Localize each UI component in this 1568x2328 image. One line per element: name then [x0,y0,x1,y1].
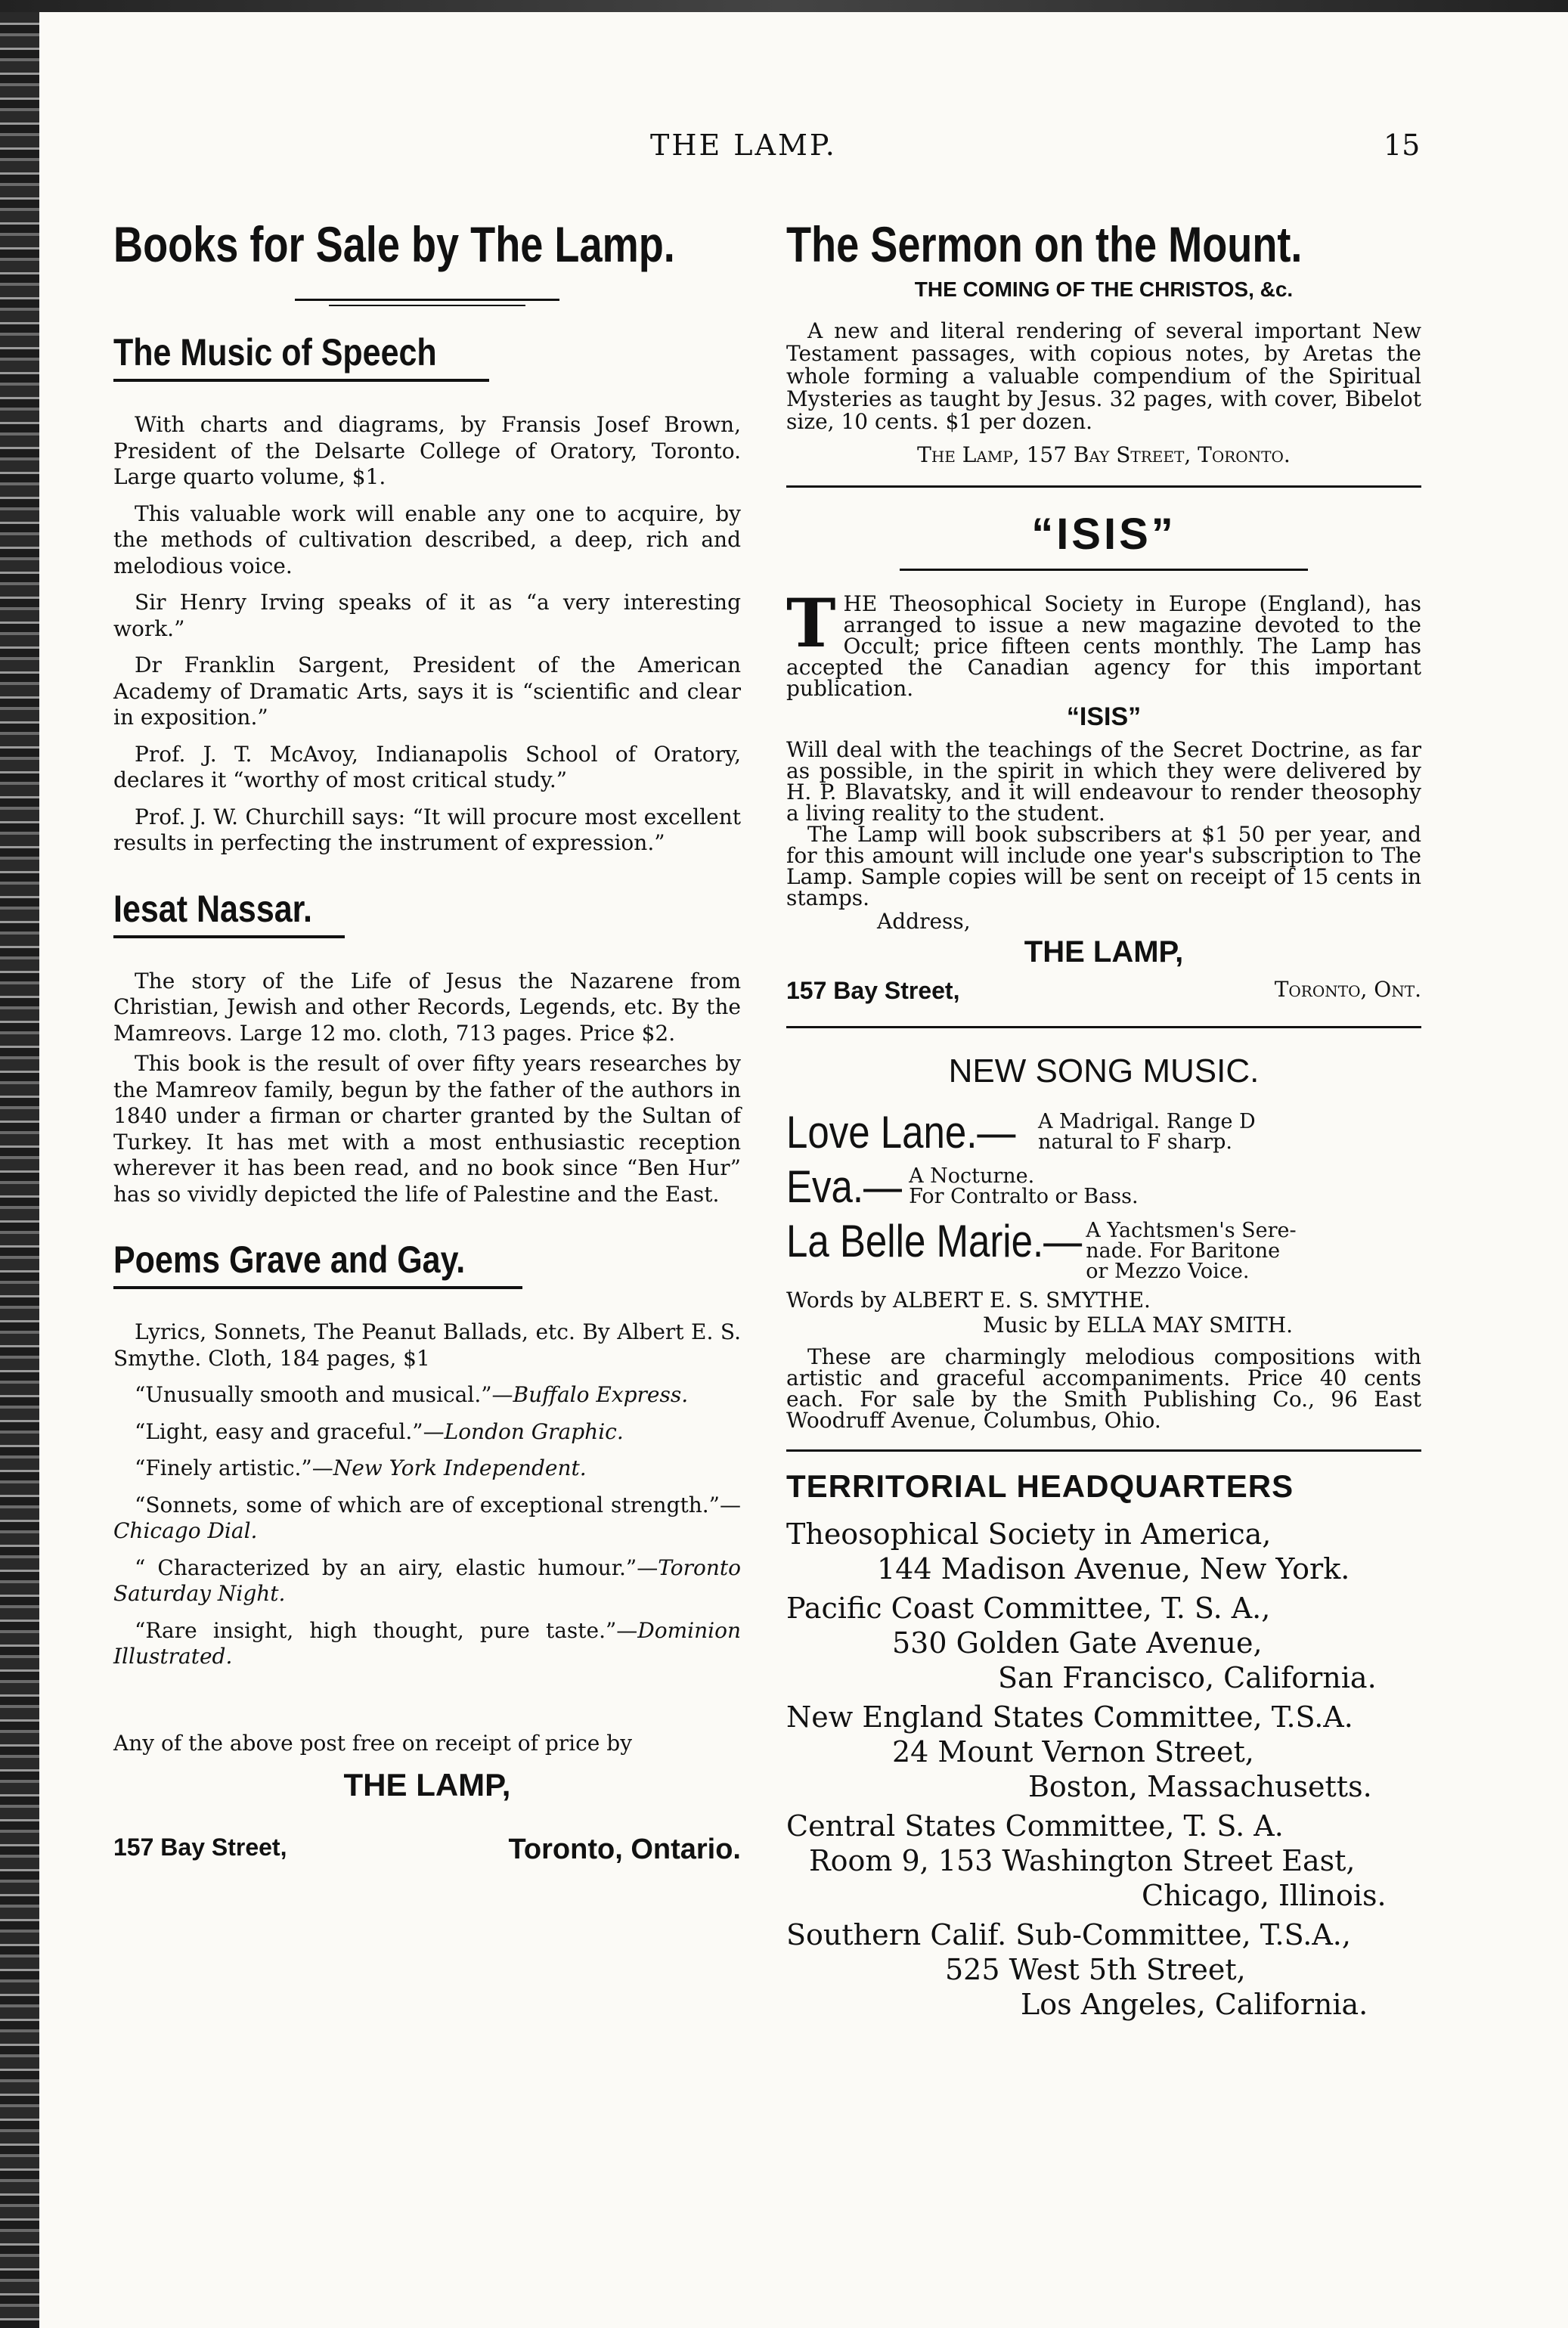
isis-address-label: Address, [877,908,971,934]
page-number: 15 [1384,129,1421,162]
isis-body1: THE Theosophical Society in Europe (England), has arranged to issue a new magazine devoted to the Occult; price fifteen cents monthly. The Lamp has accepted the Canadian agency for this important publication. [786,583,1421,701]
scanned-top-edge [0,0,1568,12]
music-para5: Prof. J. W. Churchill says: “It will procure most excellent results in perfecting the instrument of expression.” [113,804,741,855]
lamp-address [113,1834,741,1866]
right-column [786,215,1421,2022]
isis-title: “ISIS” [1031,509,1176,559]
isis-body3: The Lamp will book subscribers at $1 50 per year, and for this amount will include one year's subscription to The Lamp. Sample copies will be sent on receipt of 15 cents in stamps. [786,821,1421,910]
hq-entry-line: Boston, Massachusetts. [1028,1769,1372,1803]
isis-street: 157 Bay Street, [786,976,960,1004]
isis-body2: Will deal with the teachings of the Secret Doctrine, as far as possible, in the spirit in which they were delivered by H. P. Blavatsky, and it will endeavour to render theosophy a living reality to the student. [786,736,1421,826]
ornamental-rule [113,291,741,314]
left-column [113,215,741,1866]
sermon-subtitle: THE COMING OF THE CHRISTOS, &c. [914,277,1294,301]
isis-rule [900,569,1308,571]
iesat-para: This book is the result of over fifty years researches by the Mamreov family, begun by the father of the authors in 1840 under a firman or charter granted by the Sultan of Turkey. It has met with a most enthusiastic reception wherever it has been read, and no book since “Ben Hur” has so vividly depicted the life of Palestine and the East. [113,1051,741,1207]
isis-address [786,977,1421,1005]
section-rule [786,1026,1421,1028]
new-song-music-heading: NEW SONG MUSIC. [948,1052,1260,1090]
hq-entry-line: Room 9, 153 Washington Street East, [809,1843,1356,1877]
post-free-note: Any of the above post free on receipt of price by [113,1730,633,1756]
review-item: “Sonnets, some of which are of exceptional strength.”—Chicago Dial. [113,1492,741,1543]
section-rule [786,1449,1421,1452]
review-item: “Finely artistic.”—New York Independent. [135,1455,587,1480]
dropcap-t: T [786,583,836,662]
isis-lamp-name: THE LAMP, [1024,935,1184,969]
lamp-street: 157 Bay Street, [113,1834,287,1861]
iesat-nassar-heading: Iesat Nassar. [113,887,345,938]
isis-subtitle: “ISIS” [1066,702,1142,731]
hq-entry-line: 24 Mount Vernon Street, [892,1734,1254,1768]
hq-entry-line: Pacific Coast Committee, T. S. A., [786,1591,1271,1625]
hq-entry-line: Chicago, Illinois. [1142,1878,1387,1912]
hq-entry-line: Central States Committee, T. S. A. [786,1809,1284,1843]
music-of-speech-heading: The Music of Speech [113,330,489,382]
scanned-page-edge [0,0,39,2328]
hq-entry-line: 525 West 5th Street, [945,1952,1246,1986]
section-rule [786,485,1421,488]
hq-entry-line: Southern Calif. Sub-Committee, T.S.A., [786,1917,1351,1951]
sermon-body: A new and literal rendering of several important New Testament passages, with copious notes, by Aretas the whole forming a valuable compendium of the Spiritual Mysteries as taught by Jesus. 32 pages, with cover, Bibelot size, 10 cents. $1 per dozen. [786,318,1421,434]
song-music-credit: Music by ELLA MAY SMITH. [983,1312,1294,1338]
music-intro: With charts and diagrams, by Fransis Josef Brown, President of the Delsarte College of Oratory, Toronto. Large quarto volume, $1. [113,412,741,489]
song-love-lane: Love Lane.— A Madrigal. Range D natural to F sharp. [786,1106,1256,1158]
music-para4: Prof. J. T. McAvoy, Indianapolis School of Oratory, declares it “worthy of most critical study.” [113,741,741,792]
running-title: THE LAMP. [650,129,837,162]
music-para2: Sir Henry Irving speaks of it as “a very interesting work.” [113,590,741,641]
music-para3: Dr Franklin Sargent, President of the American Academy of Dramatic Arts, says it is “scientific and clear in exposition.” [113,653,741,730]
books-for-sale-title: Books for Sale by The Lamp. [113,216,675,272]
hq-entry-line: New England States Committee, T.S.A. [786,1700,1353,1734]
music-para1: This valuable work will enable any one to acquire, by the methods of cultivation described, a deep, rich and melodious voice. [113,501,741,578]
poems-intro: Lyrics, Sonnets, The Peanut Ballads, etc. By Albert E. S. Smythe. Cloth, 184 pages, $1 [113,1319,741,1371]
poems-grave-gay-heading: Poems Grave and Gay. [113,1238,522,1289]
song-la-belle-marie: La Belle Marie.— A Yachtsmen's Sere- nade. For Baritone or Mezzo Voice. [786,1215,1297,1283]
territorial-headquarters [786,1468,1421,2022]
review-item: “Rare insight, high thought, pure taste.”—Dominion Illustrated. [113,1617,741,1669]
sermon-address: The Lamp, 157 Bay Street, Toronto. [917,442,1291,467]
hq-entry-line: Los Angeles, California. [1021,1987,1368,2021]
iesat-intro: The story of the Life of Jesus the Nazarene from Christian, Jewish and other Records, Legends, etc. By the Mamreovs. Large 12 mo. cloth, 713 pages. Price $2. [113,968,741,1046]
lamp-city: Toronto, Ontario. [508,1834,741,1865]
review-item: “Light, easy and graceful.”—London Graphic. [135,1418,624,1444]
review-item: “Unusually smooth and musical.”—Buffalo Express. [135,1382,689,1407]
hq-heading: TERRITORIAL HEADQUARTERS [786,1468,1294,1504]
song-eva: Eva.— A Nocturne. For Contralto or Bass. [786,1161,1139,1212]
review-item: “ Characterized by an airy, elastic humour.”—Toronto Saturday Night. [113,1555,741,1606]
song-words-credit: Words by ALBERT E. S. SMYTHE. [786,1287,1151,1313]
hq-entry-line: 144 Madison Avenue, New York. [877,1551,1350,1586]
songs-body: These are charmingly melodious compositions with artistic and graceful accompaniments. Price 40 cents each. For sale by the Smith Publishing Co., 96 East Woodruff Avenue, Columbus, Ohio. [786,1344,1421,1433]
the-lamp-name: THE LAMP, [343,1767,511,1803]
hq-entry-line: San Francisco, California. [998,1660,1377,1694]
isis-city: Toronto, Ont. [1274,976,1421,1002]
hq-entry-line: 530 Golden Gate Avenue, [892,1626,1263,1660]
sermon-title: The Sermon on the Mount. [786,216,1303,272]
hq-entry-line: Theosophical Society in America, [786,1517,1272,1551]
